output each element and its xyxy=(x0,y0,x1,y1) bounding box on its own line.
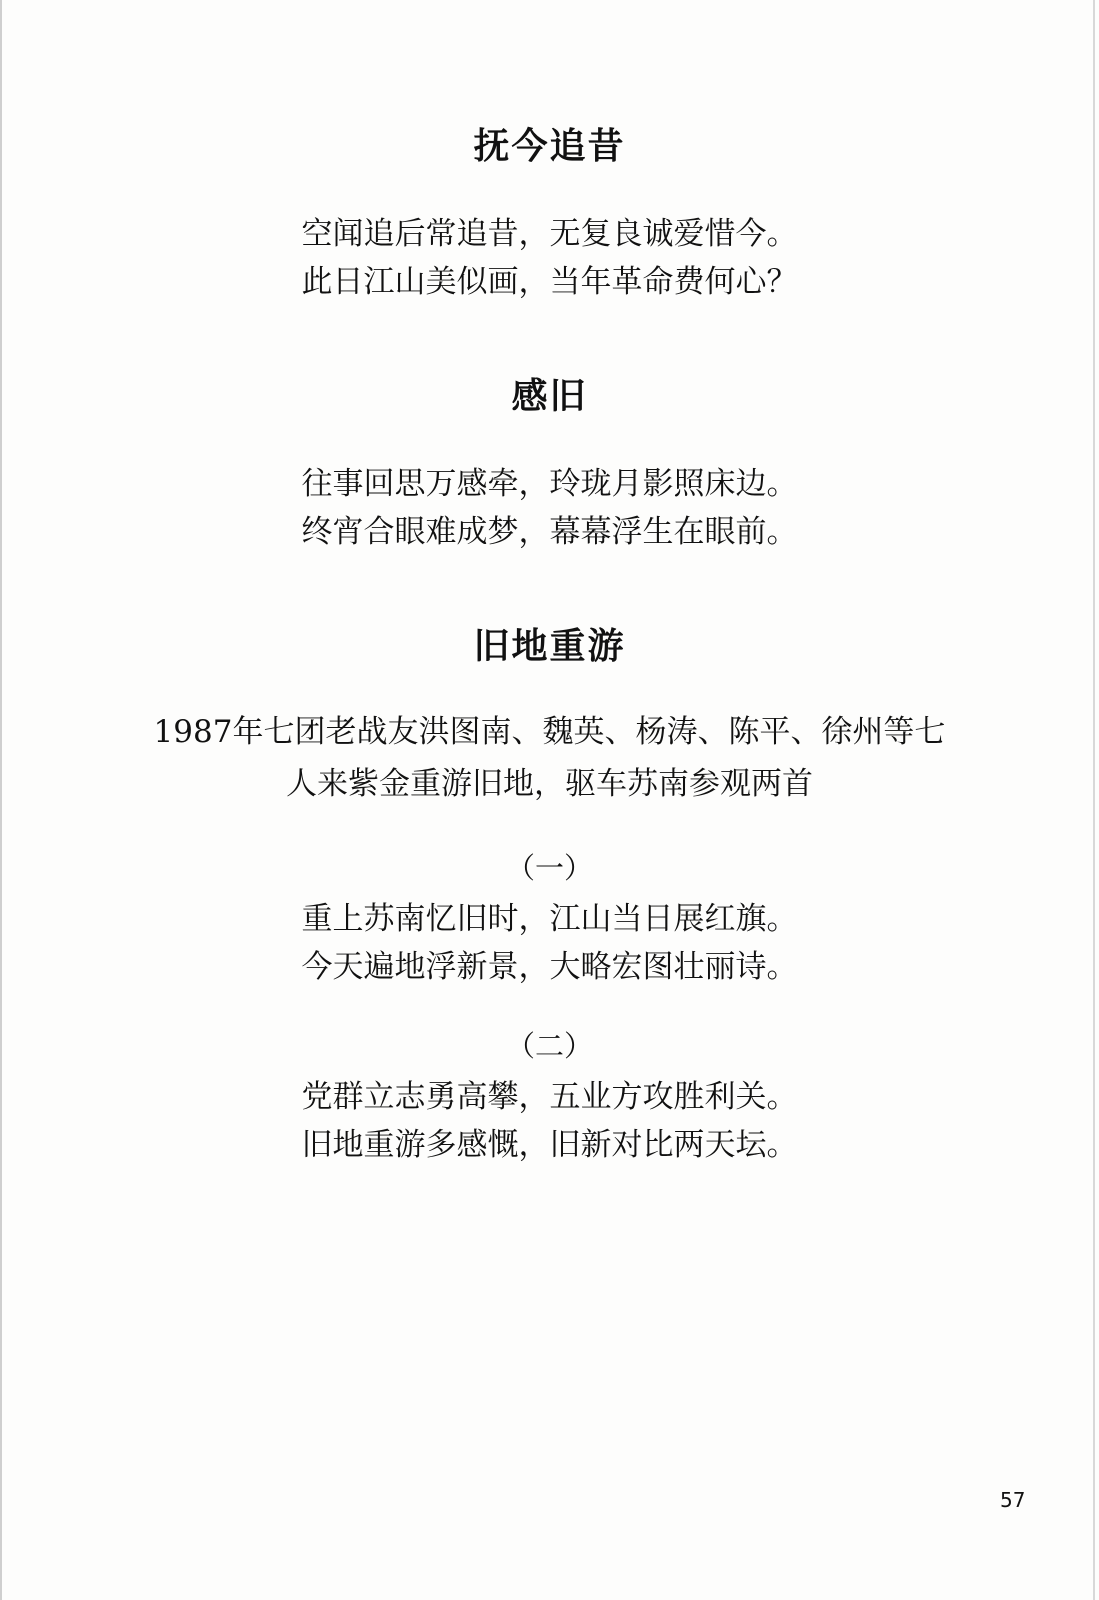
poem-3-preface-line-2: 人来紫金重游旧地，驱车苏南参观两首 xyxy=(286,766,813,802)
poem-3-part-1-label: （一） xyxy=(505,851,593,885)
poem-1-line-1: 空闻追后常追昔，无复良诚爱惜今。 xyxy=(301,216,798,252)
poem-title-3: 旧地重游 xyxy=(473,626,626,667)
poem-3-part-1-line-2: 今天遍地浮新景，大略宏图壮丽诗。 xyxy=(301,949,798,985)
poem-2-line-2: 终宵合眼难成梦，幕幕浮生在眼前。 xyxy=(301,514,798,550)
poem-2-line-1: 往事回思万感牵，玲珑月影照床边。 xyxy=(301,466,798,502)
poem-3-part-1-line-1: 重上苏南忆旧时，江山当日展红旗。 xyxy=(301,901,798,937)
poem-3-part-2-line-1: 党群立志勇高攀，五业方攻胜利关。 xyxy=(301,1079,798,1115)
poem-3-part-2-label: （二） xyxy=(505,1029,593,1063)
poem-1-line-2: 此日江山美似画，当年革命费何心？ xyxy=(301,264,798,300)
page-number: 57 xyxy=(1000,1488,1026,1512)
poem-3-preface-line-1: 1987年七团老战友洪图南、魏英、杨涛、陈平、徐州等七 xyxy=(153,714,946,750)
poem-3-part-2-line-2: 旧地重游多感慨，旧新对比两天坛。 xyxy=(301,1127,798,1163)
poem-title-2: 感旧 xyxy=(511,376,588,417)
poem-title-1: 抚今追昔 xyxy=(473,126,626,167)
